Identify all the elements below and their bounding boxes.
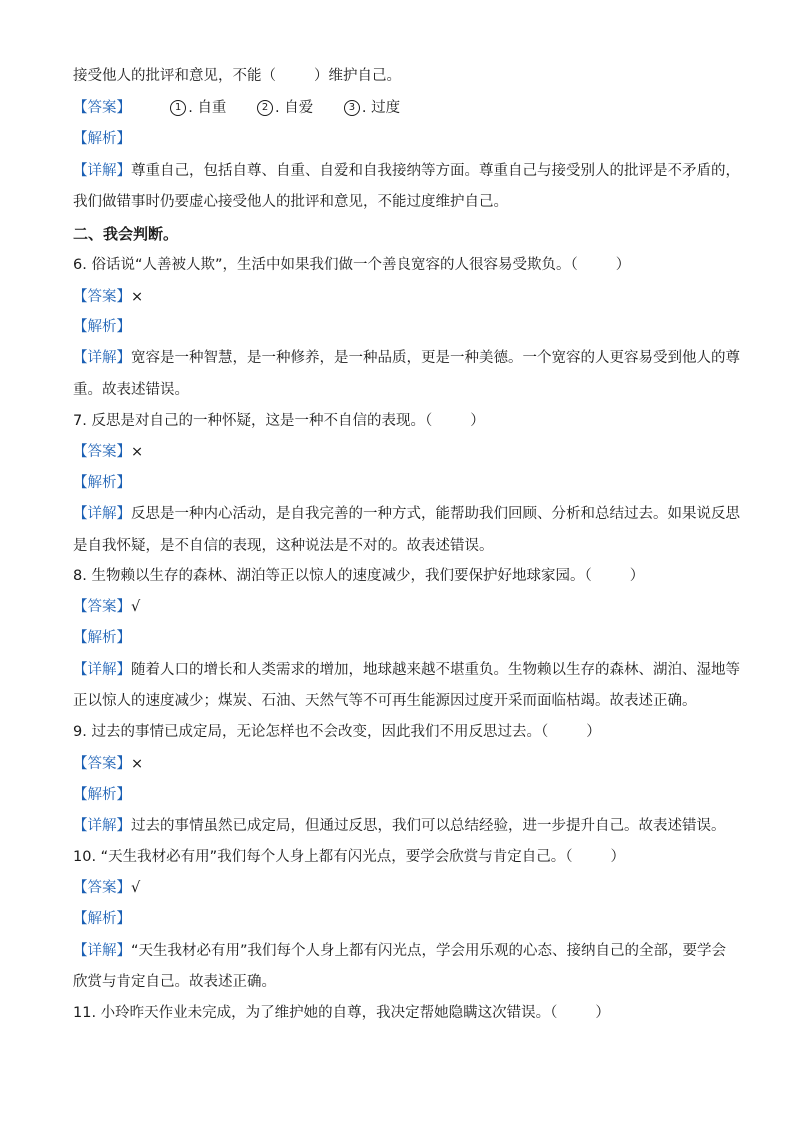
q5-stem-text-end: ）维护自己。 [314, 68, 401, 84]
close-paren: ） [586, 724, 601, 740]
q8-detail-line-1 [73, 660, 740, 680]
question-6 [73, 255, 724, 275]
detail-text: 重。故表述错误。 [73, 382, 189, 398]
detail-tag: 【详解】 [73, 350, 131, 366]
q9-answer [73, 754, 724, 774]
q8-analysis-tag [73, 628, 724, 648]
q7-answer [73, 442, 724, 462]
close-paren: ） [615, 257, 631, 273]
answer-tag: 【答案】 [73, 100, 131, 116]
detail-text: 尊重自己，包括自尊、自重、自爱和自我接纳等方面。尊重自己与接受别人的批评是不矛盾的， [131, 163, 740, 179]
detail-text: 过去的事情虽然已成定局，但通过反思，我们可以总结经验，进一步提升自己。故表述错误。 [131, 818, 726, 834]
option-text: 自爱 [284, 100, 314, 116]
answer-tag: 【答案】 [73, 880, 131, 896]
q6-detail-line-1 [73, 348, 740, 368]
q5-stem-tail [73, 66, 724, 86]
detail-text: “天生我材必有用”我们每个人身上都有闪光点，学会用乐观的心态、接纳自己的全部，要学会 [131, 943, 727, 959]
question-7 [73, 411, 724, 431]
detail-text: 宽容是一种智慧，是一种修养，是一种品质，更是一种美德。一个宽容的人更容易受到他人的尊 [131, 350, 740, 366]
detail-text: 正以惊人的速度减少；煤炭、石油、天然气等不可再生能源因过度开采而面临枯竭。故表述正确。 [73, 693, 697, 709]
answer-option-2: 2 . 自爱 [257, 98, 313, 118]
q10-answer [73, 878, 724, 898]
q10-detail-line-1 [73, 941, 727, 961]
q10-detail-line-2 [73, 972, 724, 992]
q7-detail-line-2 [73, 536, 724, 556]
analysis-tag: 【解析】 [73, 630, 131, 646]
analysis-tag: 【解析】 [73, 475, 131, 491]
question-text: 10. “天生我材必有用”我们每个人身上都有闪光点，要学会欣赏与肯定自己。（ [73, 849, 573, 865]
option-text: 过度 [371, 100, 401, 116]
q7-analysis-tag [73, 473, 724, 493]
detail-tag: 【详解】 [73, 943, 131, 959]
q5-detail-line-2 [73, 192, 724, 212]
question-8 [73, 566, 724, 586]
question-9 [73, 722, 724, 742]
answer-tag: 【答案】 [73, 599, 131, 615]
answer-tag: 【答案】 [73, 444, 131, 460]
analysis-tag: 【解析】 [73, 787, 131, 803]
answer-option-3: 3 . 过度 [344, 98, 400, 118]
detail-text: 反思是一种内心活动，是自我完善的一种方式，能帮助我们回顾、分析和总结过去。如果说反思 [131, 506, 740, 522]
q6-analysis-tag [73, 317, 724, 337]
q8-answer [73, 597, 724, 617]
circled-number: 3 [344, 100, 360, 116]
question-text: 8. 生物赖以生存的森林、湖泊等正以惊人的速度减少，我们要保护好地球家园。（ [73, 568, 592, 584]
answer-option-1: 1 . 自重 [170, 98, 226, 118]
q10-analysis-tag [73, 909, 724, 929]
detail-tag: 【详解】 [73, 163, 131, 179]
answer-mark: √ [131, 880, 141, 896]
q5-stem-text: 接受他人的批评和意见，不能（ [73, 68, 276, 84]
detail-tag: 【详解】 [73, 662, 131, 678]
option-text: 自重 [197, 100, 227, 116]
q5-detail-line-1 [73, 161, 740, 181]
question-text: 9. 过去的事情已成定局，无论怎样也不会改变，因此我们不用反思过去。（ [73, 724, 549, 740]
q9-detail-line-1 [73, 816, 724, 836]
detail-tag: 【详解】 [73, 818, 131, 834]
detail-text: 欣赏与肯定自己。故表述正确。 [73, 974, 276, 990]
answer-mark: × [131, 444, 144, 460]
question-10 [73, 847, 724, 867]
circled-number: 2 [257, 100, 273, 116]
answer-tag: 【答案】 [73, 756, 131, 772]
q7-detail-line-1 [73, 504, 740, 524]
close-paren: ） [470, 413, 485, 429]
answer-mark: × [131, 756, 144, 772]
detail-text: 我们做错事时仍要虚心接受他人的批评和意见，不能过度维护自己。 [73, 194, 508, 210]
circled-number: 1 [170, 100, 186, 116]
answer-mark: × [131, 289, 144, 305]
section-heading: 二、我会判断。 [73, 225, 179, 243]
detail-tag: 【详解】 [73, 506, 131, 522]
q9-analysis-tag [73, 785, 724, 805]
q8-detail-line-2 [73, 691, 724, 711]
q6-answer [73, 287, 724, 307]
answer-mark: √ [131, 599, 141, 615]
close-paren: ） [610, 849, 625, 865]
q5-analysis-tag [73, 129, 724, 149]
question-11 [73, 1003, 724, 1023]
close-paren: ） [595, 1005, 610, 1021]
question-text: 6. 俗话说“人善被人欺”，生活中如果我们做一个善良宽容的人很容易受欺负。（ [73, 257, 578, 273]
detail-text: 随着人口的增长和人类需求的增加，地球越来越不堪重负。生物赖以生存的森林、湖泊、湿地等 [131, 662, 740, 678]
analysis-tag: 【解析】 [73, 911, 131, 927]
question-text: 7. 反思是对自己的一种怀疑，这是一种不自信的表现。（ [73, 413, 433, 429]
close-paren: ） [629, 568, 645, 584]
analysis-tag: 【解析】 [73, 319, 131, 335]
q5-answer [73, 98, 724, 118]
q6-detail-line-2 [73, 380, 724, 400]
analysis-tag: 【解析】 [73, 131, 131, 147]
question-text: 11. 小玲昨天作业未完成，为了维护她的自尊，我决定帮她隐瞒这次错误。（ [73, 1005, 558, 1021]
detail-text: 是自我怀疑，是不自信的表现，这种说法是不对的。故表述错误。 [73, 538, 494, 554]
answer-tag: 【答案】 [73, 289, 131, 305]
